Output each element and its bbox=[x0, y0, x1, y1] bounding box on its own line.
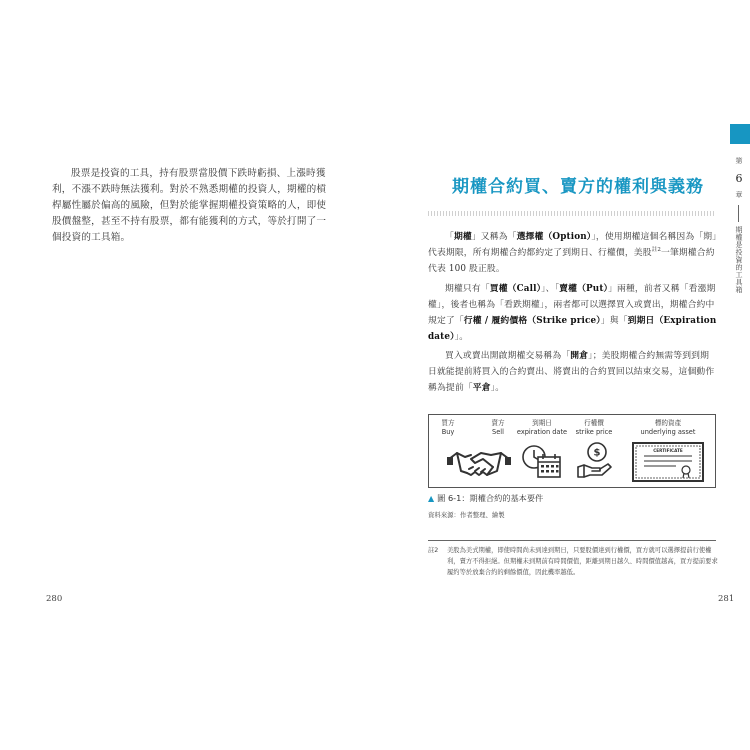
handshake-icon bbox=[447, 445, 511, 479]
chapter-suffix: 章 bbox=[735, 191, 743, 199]
figure-item-expiration: 到期日 expiration date bbox=[515, 415, 569, 489]
figure-item-underlying: 標的資產 underlying asset CERTIFICATE bbox=[624, 415, 712, 489]
figure-source: 資料來源：作者整理、繪製 bbox=[428, 511, 505, 519]
certificate-label: CERTIFICATE bbox=[653, 448, 683, 453]
left-page-paragraph: 股票是投資的工具，持有股票當股價下跌時虧損、上漲時獲利，不漲不跌時無法獲利。對於不熟悉期權的投資人，期權的槓桿屬性屬於偏高的風險，但對於能掌握期權投資策略的人，即使股價盤整，甚至不持有股票，都有能獲利的方式，等於打開了一個投資的工具箱。 bbox=[52, 168, 327, 243]
footnote-ref: 註2 bbox=[651, 247, 661, 254]
figure-option-elements bbox=[428, 414, 716, 488]
figure-item-strike: 行權價 strike price $ bbox=[572, 415, 616, 489]
chapter-tab-marker bbox=[730, 124, 750, 144]
chapter-number: 6 bbox=[735, 172, 743, 185]
right-page-number: 281 bbox=[718, 594, 735, 604]
figure-item-seller: 賣方 Sell bbox=[491, 419, 505, 436]
svg-text:$: $ bbox=[593, 447, 601, 459]
figure-item-buyer: 買方 Buy bbox=[441, 419, 455, 436]
footnote-rule bbox=[428, 540, 716, 541]
chapter-divider bbox=[738, 205, 739, 222]
footnote bbox=[428, 545, 720, 578]
chapter-prefix: 第 bbox=[735, 157, 743, 165]
certificate-icon bbox=[632, 442, 704, 482]
clock-calendar-icon bbox=[521, 443, 563, 479]
figure-caption: ▲ 圖 6-1：期權合約的基本要件 bbox=[428, 493, 544, 503]
section-title: 期權合約買、賣方的權利與義務 bbox=[452, 177, 704, 197]
title-dotted-rule bbox=[428, 211, 716, 216]
paragraph-option-definition: 「期權」又稱為「選擇權（Option）」，使用期權這個名稱因為「期」代表期限，所有期權合約都約定了到期日、行權價，美股$^{註2}$一筆期權合約代表 100 股正股。 bbox=[428, 232, 717, 274]
footnote-text: 美股為美式期權，即使時間尚未到達到期日，只要股價達到行權價，買方就可以選擇提前行使權利，賣方不得拒絕。但期權未到期前有時間價值，距離到期日越久、時間價值越高，買方提前要求履約等於放棄合約的剩餘價值，因此機率越低。 bbox=[447, 547, 718, 576]
caption-triangle-icon: ▲ bbox=[428, 494, 435, 503]
footnote-tag: 註2 bbox=[428, 547, 439, 554]
chapter-title: 期權是投資的工具箱 bbox=[735, 226, 743, 294]
left-page-number: 280 bbox=[46, 594, 63, 604]
paragraph-open-close: 買入或賣出開啟期權交易稱為「開倉」；美股期權合約無需等到到期日就能提前將買入的合約賣出、將賣出的合約買回以結束交易，這個動作稱為提前「平倉」。 bbox=[428, 351, 715, 393]
money-hand-icon bbox=[576, 441, 614, 481]
paragraph-call-put: 期權只有「買權（Call）」、「賣權（Put）」兩種，前者又稱「看漲期權」，後者也稱為「看跌期權」，兩者都可以選擇買入或賣出，期權合約中規定了「行權 / 履約價格（Strike price）」與「到期日（Expiration date）」。 bbox=[428, 284, 717, 342]
